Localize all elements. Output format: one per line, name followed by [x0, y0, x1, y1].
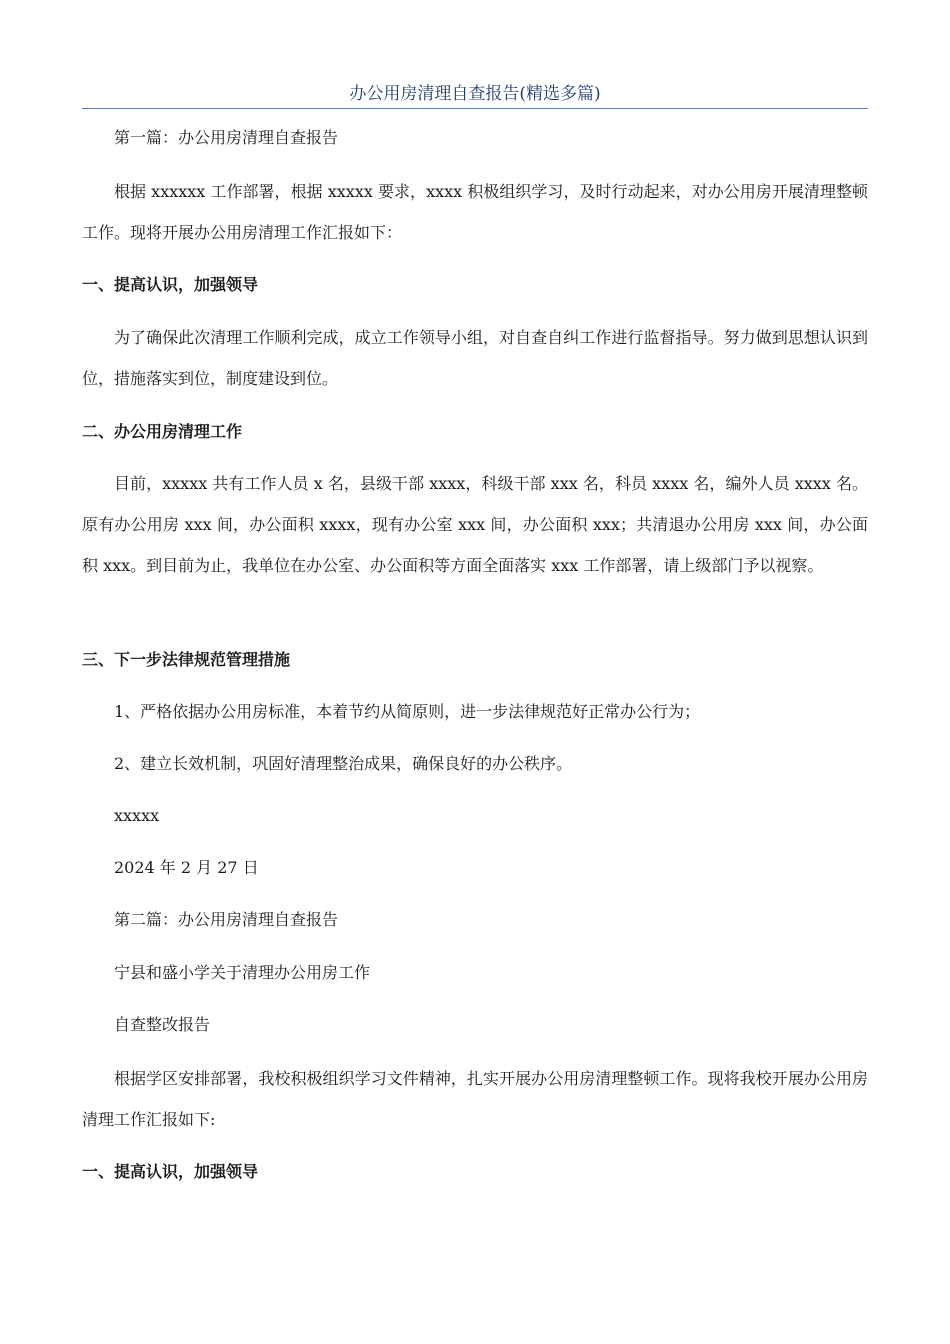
part2-intro-paragraph: 根据学区安排部署，我校积极组织学习文件精神，扎实开展办公用房清理整顿工作。现将我校开展办公用房清理工作汇报如下: [82, 1069, 868, 1129]
part1-section1-paragraph: 为了确保此次清理工作顺利完成，成立工作领导小组，对自查自纠工作进行监督指导。努力做到思想认识到位，措施落实到位，制度建设到位。 [82, 328, 868, 388]
part2-section1-title: 一、提高认识，加强领导 [82, 1162, 259, 1181]
part1-heading: 第一篇：办公用房清理自查报告 [114, 128, 339, 147]
part1-section2-paragraph: 目前，xxxxx 共有工作人员 x 名，县级干部 xxxx，科级干部 xxx 名，科员 xxxx 名，编外人员 xxxx 名。原有办公用房 xxx 间，办公面积 xxxx，现有办公室 xxx 间，办公面积 xxx；共清退办公用房 xxx 间，办公面积 xxx。到目前为止，我单位在办公室、办公面积等方面全面落实 xxx 工作部署，请上级部门予以视察。 [82, 474, 868, 575]
part1-measure-item-1: 1、严格依据办公用房标准，本着节约从简原则，进一步法律规范好正常办公行为； [114, 702, 701, 721]
part1-section1-title: 一、提高认识，加强领导 [82, 275, 259, 294]
part2-subtitle-line2: 自查整改报告 [114, 1015, 211, 1034]
part1-signature: xxxxx [114, 806, 160, 825]
part2-subtitle-line1: 宁县和盛小学关于清理办公用房工作 [114, 963, 371, 982]
part1-date: 2024 年 2 月 27 日 [114, 858, 259, 877]
part1-section2-title: 二、办公用房清理工作 [82, 422, 243, 441]
header-divider [82, 108, 868, 109]
part1-section3-title: 三、下一步法律规范管理措施 [82, 650, 291, 669]
document-header-title: 办公用房清理自查报告(精选多篇) [349, 84, 601, 104]
part2-heading: 第二篇：办公用房清理自查报告 [114, 910, 339, 929]
part1-intro-paragraph: 根据 xxxxxx 工作部署，根据 xxxxx 要求，xxxx 积极组织学习，及时行动起来，对办公用房开展清理整顿工作。现将开展办公用房清理工作汇报如下： [82, 182, 868, 242]
part1-measure-item-2: 2、建立长效机制，巩固好清理整治成果，确保良好的办公秩序。 [114, 754, 573, 773]
